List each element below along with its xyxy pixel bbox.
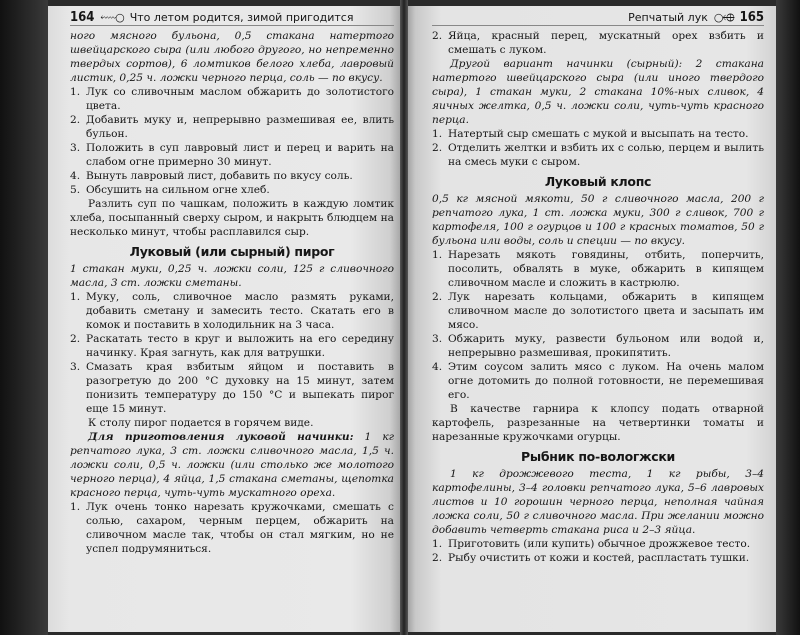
variant-ingredients: 2 стакана натертого швейцарского сыра (или иного твердого сыра), 1 стакан муки, 2 стакана 10%-ных сливок, 4 яичных желтка, 0,5 ч. ложки соли, чуть-чуть красного перца. <box>432 58 764 126</box>
step-number: 4. <box>432 361 443 373</box>
key-icon: ○⬲ <box>713 10 734 24</box>
step-number: 1. <box>70 86 81 98</box>
steps-list <box>70 500 394 556</box>
step-text: Положить в суп лавровый лист и перец и варить на слабом огне примерно 30 минут. <box>86 142 394 168</box>
step-item <box>432 551 764 565</box>
step-item <box>70 85 394 113</box>
step-number: 4. <box>70 170 81 182</box>
page-stack-right <box>776 0 800 635</box>
steps-list <box>432 248 764 402</box>
step-number: 1. <box>70 501 81 513</box>
running-title: Что летом родится, зимой пригодится <box>129 11 354 24</box>
step-item <box>70 360 394 416</box>
ingredients-text: 0,5 кг мясной мякоти, 50 г сливочного масла, 200 г репчатого лука, 1 ст. ложка муки, 300 г сливок, 700 г картофеля, 100 г огурцов и 100 г красных томатов, 50 г бульона или воды, соль и специи — по вкусу. <box>432 193 764 247</box>
filling-text <box>70 430 394 500</box>
step-item <box>432 332 764 360</box>
recipe-title: Луковый (или сырный) пирог <box>129 244 335 259</box>
step-text: Обсушить на сильном огне хлеб. <box>86 184 270 196</box>
step-text: Вынуть лавровый лист, добавить по вкусу соль. <box>86 170 353 182</box>
step-text: Натертый сыр смешать с мукой и высыпать на тесто. <box>448 128 749 140</box>
filling-ingredients: 1 кг репчатого лука, 3 ст. ложки сливочного масла, 1,5 ч. ложки соли, 0,5 ч. ложки (или столько же молотого черного перца), 4 яйца, 1,5 стакана сметаны, щепотка красного перца, чуть-чуть мускатного ореха. <box>70 431 395 499</box>
step-number: 2. <box>432 30 443 42</box>
variant-text <box>432 57 764 127</box>
step-number: 5. <box>70 184 81 196</box>
step-text: Муку, соль, сливочное масло размять руками, добавить сметану и замесить тесто. Скатать его в комок и поставить в холодильник на 3 часа. <box>86 291 394 331</box>
step-number: 2. <box>70 114 81 126</box>
step-number: 2. <box>432 291 443 303</box>
step-item <box>70 169 394 183</box>
step-item <box>432 290 764 332</box>
step-item <box>70 113 394 141</box>
step-item <box>432 360 764 402</box>
step-number: 3. <box>432 333 443 345</box>
ingredients-text: 1 кг дрожжевого теста, 1 кг рыбы, 3–4 картофелины, 3–4 головки репчатого лука, 5–6 лавровых листов и 10 горошин черного перца, неполная чайная ложка соли, 50 г сливочного масла. При желании можно добавить четверть стакана риса и 2–3 яйца. <box>432 468 764 536</box>
step-number: 1. <box>432 249 443 261</box>
steps-list <box>70 290 394 416</box>
left-header <box>70 10 394 26</box>
left-page <box>48 6 404 632</box>
step-item <box>432 248 764 290</box>
step-item <box>70 290 394 332</box>
step-item <box>432 29 764 57</box>
step-text: Яйца, красный перец, мускатный орех взбить и смешать с луком. <box>448 30 764 56</box>
page-number: 164 <box>70 10 95 25</box>
step-number: 2. <box>70 333 81 345</box>
step-text: Раскатать тесто в круг и выложить на его середину начинку. Края загнуть, как для ватрушки. <box>86 333 394 359</box>
step-item <box>70 183 394 197</box>
step-text: Приготовить (или купить) обычное дрожжевое тесто. <box>448 538 751 550</box>
step-number: 3. <box>70 361 81 373</box>
book-gutter <box>400 0 408 635</box>
right-page <box>404 6 776 632</box>
step-text: Лук со сливочным маслом обжарить до золотистого цвета. <box>86 86 394 112</box>
step-item <box>432 141 764 169</box>
page-stack-left <box>0 0 48 635</box>
recipe-title: Рыбник по-вологжски <box>521 449 675 464</box>
step-text: Нарезать мякоть говядины, отбить, поперчить, посолить, обвалять в муке, обжарить в кипящем сливочном масле и сложить в кастрюлю. <box>448 249 764 289</box>
step-text: Отделить желтки и взбить их с солью, перцем и вылить на смесь муки с сыром. <box>448 142 764 168</box>
step-item <box>70 332 394 360</box>
steps-list <box>432 537 764 565</box>
step-text: Смазать края взбитым яйцом и поставить в разогретую до 200 °С духовку на 15 минут, затем понизить температуру до 150 °С и выпекать пирог еще 15 минут. <box>86 361 394 415</box>
filling-label: Для приготовления луковой начинки: <box>88 431 354 443</box>
step-number: 1. <box>432 128 443 140</box>
serving-text: Разлить суп по чашкам, положить в каждую ломтик хлеба, посыпанный сверху сыром, и накрыть блюдцем на несколько минут, чтобы расплавился сыр. <box>70 198 394 238</box>
step-text: Этим соусом залить мясо с луком. На очень малом огне дотомить до полной готовности, не перемешивая его. <box>448 361 764 401</box>
step-number: 1. <box>70 291 81 303</box>
steps-list <box>432 127 764 169</box>
key-icon: ⬳○ <box>100 10 124 24</box>
step-number: 2. <box>432 142 443 154</box>
step-item <box>432 537 764 551</box>
variant-label: Другой вариант начинки (сырный): <box>450 58 683 70</box>
ingredients-text: 1 стакан муки, 0,25 ч. ложки соли, 125 г сливочного масла, 3 ст. ложки сметаны. <box>70 263 394 289</box>
running-title: Репчатый лук <box>628 11 708 24</box>
steps-list <box>432 29 764 57</box>
step-item <box>432 127 764 141</box>
recipe-title: Луковый клопс <box>544 174 652 189</box>
step-number: 3. <box>70 142 81 154</box>
ingredients-text: ного мясного бульона, 0,5 стакана натертого швейцарского сыра (или любого другого, но непременно твердых сортов), 6 ломтиков белого хлеба, лавровый листик, 0,25 ч. ложки черного перца, соль — по вкусу. <box>70 30 394 84</box>
steps-list <box>70 85 394 197</box>
step-text: Рыбу очистить от кожи и костей, распластать тушки. <box>448 552 750 564</box>
serving-text: К столу пирог подается в горячем виде. <box>88 417 314 429</box>
step-text: Обжарить муку, развести бульоном или водой и, непрерывно размешивая, прокипятить. <box>448 333 764 359</box>
page-number: 165 <box>739 10 764 25</box>
step-number: 2. <box>432 552 443 564</box>
step-text: Лук очень тонко нарезать кружочками, смешать с солью, сахаром, черным перцем, обжарить на сливочном масле так, чтобы он стал мягким, но не успел подрумяниться. <box>86 501 394 555</box>
right-header <box>432 10 764 26</box>
step-item <box>70 500 394 556</box>
garnish-text: В качестве гарнира к клопсу подать отварной картофель, разрезанные на четвертинки томаты и нарезанные кружочками огурцы. <box>432 403 764 443</box>
step-text: Добавить муку и, непрерывно размешивая ее, влить бульон. <box>86 114 394 140</box>
step-text: Лук нарезать кольцами, обжарить в кипящем сливочном масле до золотистого цвета и засыпать им мясо. <box>448 291 764 331</box>
step-item <box>70 141 394 169</box>
step-number: 1. <box>432 538 443 550</box>
